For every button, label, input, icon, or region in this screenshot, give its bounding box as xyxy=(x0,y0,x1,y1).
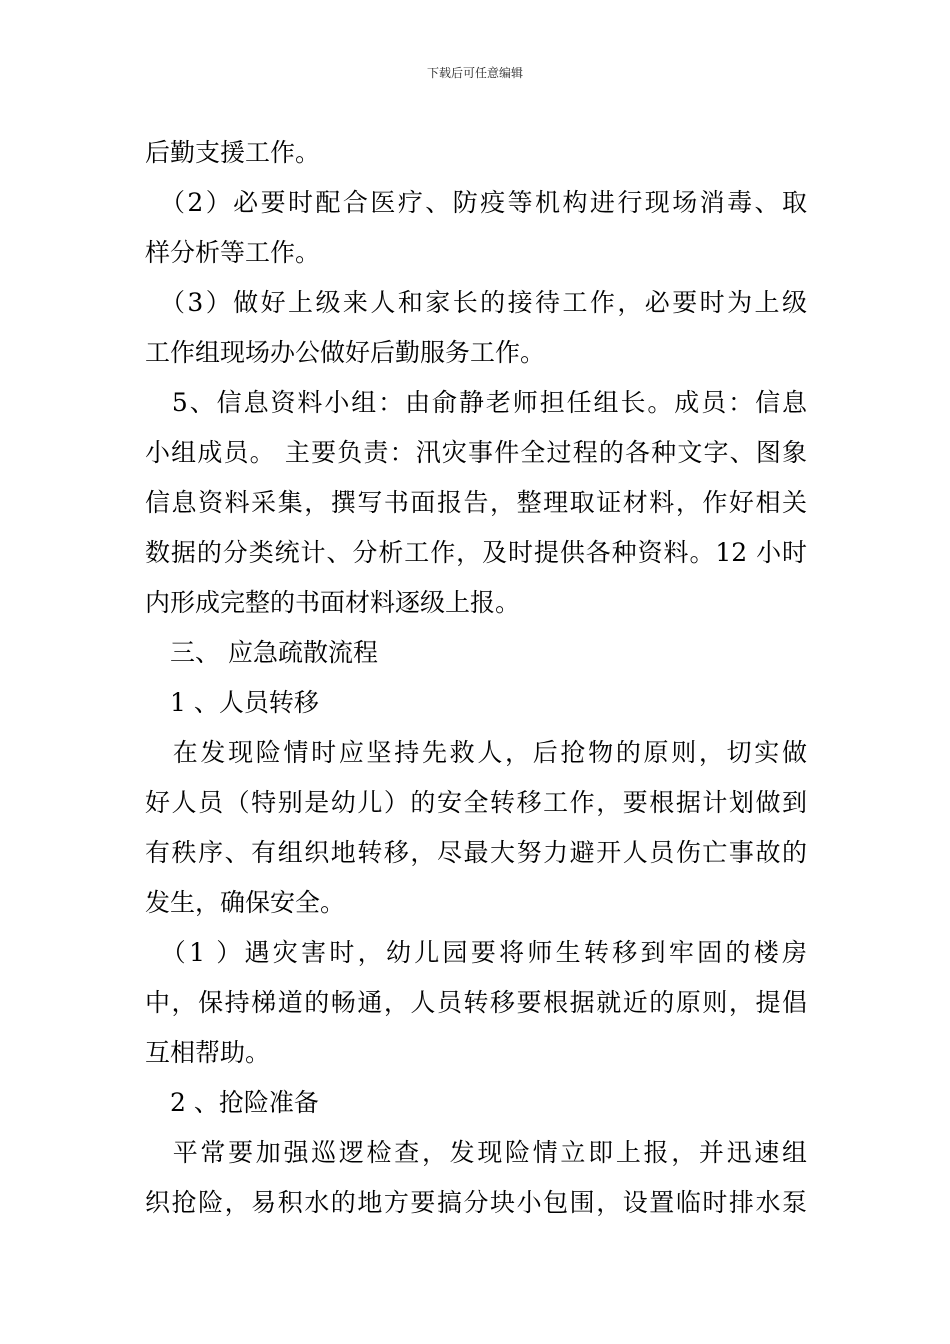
document-body xyxy=(145,128,807,1228)
text-line: 织抢险，易积水的地方要搞分块小包围，设置临时排水泵 xyxy=(145,1188,807,1217)
section-heading: 三、 应急疏散流程 xyxy=(145,638,378,667)
text-line: 信息资料采集，撰写书面报告，整理取证材料，作好相关 xyxy=(145,488,807,517)
text-line: （3）做好上级来人和家长的接待工作，必要时为上级 xyxy=(145,288,807,317)
text-line: 好人员（特别是幼儿）的安全转移工作，要根据计划做到 xyxy=(145,788,807,817)
text-line: 发生，确保安全。 xyxy=(145,888,346,917)
text-line: 5、信息资料小组：由俞静老师担任组长。成员：信息 xyxy=(145,388,807,417)
text-line: 后勤支援工作。 xyxy=(145,138,321,167)
text-line: 内形成完整的书面材料逐级上报。 xyxy=(145,588,521,617)
text-line: （1 ）遇灾害时，幼儿园要将师生转移到牢固的楼房 xyxy=(145,938,807,967)
text-line: 工作组现场办公做好后勤服务工作。 xyxy=(145,338,546,367)
text-line: 数据的分类统计、分析工作，及时提供各种资料。12 小时 xyxy=(145,538,807,567)
text-line: 平常要加强巡逻检查，发现险情立即上报，并迅速组 xyxy=(145,1138,807,1167)
page-header: 下载后可任意编辑 xyxy=(426,66,523,80)
text-line: 小组成员。 主要负责：汛灾事件全过程的各种文字、图象 xyxy=(145,438,807,467)
text-line: （2）必要时配合医疗、防疫等机构进行现场消毒、取 xyxy=(145,188,807,217)
text-line: 互相帮助。 xyxy=(145,1038,271,1067)
text-line: 中，保持梯道的畅通，人员转移要根据就近的原则，提倡 xyxy=(145,988,807,1017)
text-line: 有秩序、有组织地转移，尽最大努力避开人员伤亡事故的 xyxy=(145,838,807,867)
text-line: 样分析等工作。 xyxy=(145,238,321,267)
subsection-heading: 1 、人员转移 xyxy=(145,688,319,717)
subsection-heading: 2 、抢险准备 xyxy=(145,1088,319,1117)
text-line: 在发现险情时应坚持先救人，后抢物的原则，切实做 xyxy=(145,738,807,767)
